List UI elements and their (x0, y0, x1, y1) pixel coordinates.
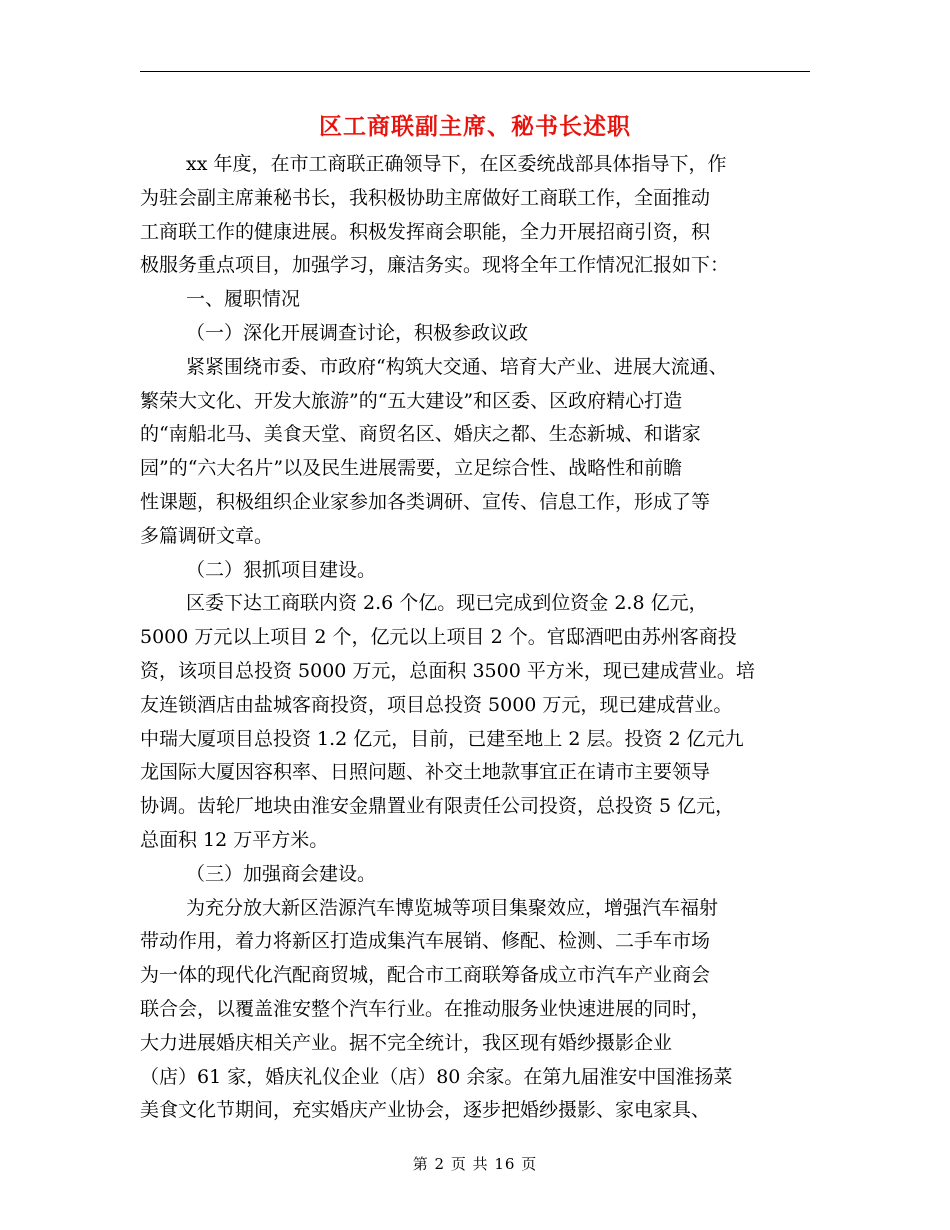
text-line: 资，该项目总投资 5000 万元，总面积 3500 平方米，现已建成营业。培 (140, 659, 755, 682)
text-line: 协调。齿轮厂地块由淮安金鼎置业有限责任公司投资，总投资 5 亿元， (140, 795, 735, 818)
text-line: 多篇调研文章。 (140, 524, 274, 547)
document-body (140, 148, 810, 1128)
text-line: 大力进展婚庆相关产业。据不完全统计，我区现有婚纱摄影企业 (140, 1031, 673, 1054)
text-line: 紧紧围绕市委、市政府“构筑大交通、培育大产业、进展大流通、 (186, 355, 728, 378)
text-line: 美食文化节期间，充实婚庆产业协会，逐步把婚纱摄影、家电家具、 (140, 1099, 711, 1122)
text-line: 中瑞大厦项目总投资 1.2 亿元，目前，已建至地上 2 层。投资 2 亿元九 (140, 727, 744, 750)
text-line: 带动作用，着力将新区打造成集汽车展销、修配、检测、二手车市场 (140, 930, 711, 953)
text-line: xx 年度，在市工商联正确领导下，在区委统战部具体指导下，作 (186, 153, 727, 175)
text-line: 一、履职情况 (186, 288, 301, 311)
text-line: 工商联工作的健康进展。积极发挥商会职能，全力开展招商引资，积 (140, 220, 711, 243)
text-line: 性课题，积极组织企业家参加各类调研、宣传、信息工作，形成了等 (140, 490, 711, 513)
text-line: 为充分放大新区浩源汽车博览城等项目集聚效应，增强汽车福射 (186, 896, 719, 919)
text-line: （一）深化开展调查讨论，积极参政议政 (186, 321, 529, 344)
page-footer: 第 2 页 共 16 页 (412, 1155, 538, 1173)
text-line: 龙国际大厦因容积率、日照问题、补交土地款事宜正在请市主要领导 (140, 761, 711, 784)
text-line: （店）61 家，婚庆礼仪企业（店）80 余家。在第九届淮安中国淮扬菜 (140, 1065, 733, 1088)
text-line: （二）狠抓项目建设。 (186, 558, 377, 581)
text-line: （三）加强商会建设。 (186, 862, 377, 885)
text-line: 繁荣大文化、开发大旅游”的“五大建设”和区委、区政府精心打造 (140, 389, 683, 412)
text-line: 总面积 12 万平方米。 (140, 828, 329, 851)
text-line: 友连锁酒店由盐城客商投资，项目总投资 5000 万元，现已建成营业。 (140, 693, 733, 716)
header-rule (140, 71, 810, 72)
text-line: 极服务重点项目，加强学习，廉洁务实。现将全年工作情况汇报如下： (140, 254, 730, 277)
text-line: 为一体的现代化汽配商贸城，配合市工商联筹备成立市汽车产业商会 (140, 964, 711, 987)
text-line: 区委下达工商联内资 2.6 个亿。现已完成到位资金 2.8 亿元， (186, 592, 708, 615)
text-line: 为驻会副主席兼秘书长，我积极协助主席做好工商联工作，全面推动 (140, 186, 711, 209)
text-line: 园”的“六大名片”以及民生进展需要，立足综合性、战略性和前瞻 (140, 457, 683, 480)
text-line: 的“南船北马、美食天堂、商贸名区、婚庆之都、生态新城、和谐家 (140, 423, 701, 446)
text-line: 5000 万元以上项目 2 个，亿元以上项目 2 个。官邸酒吧由苏州客商投 (140, 626, 737, 649)
text-line: 联合会，以覆盖淮安整个汽车行业。在推动服务业快速进展的同时， (140, 997, 711, 1020)
document-title: 区工商联副主席、秘书长述职 (319, 113, 631, 140)
